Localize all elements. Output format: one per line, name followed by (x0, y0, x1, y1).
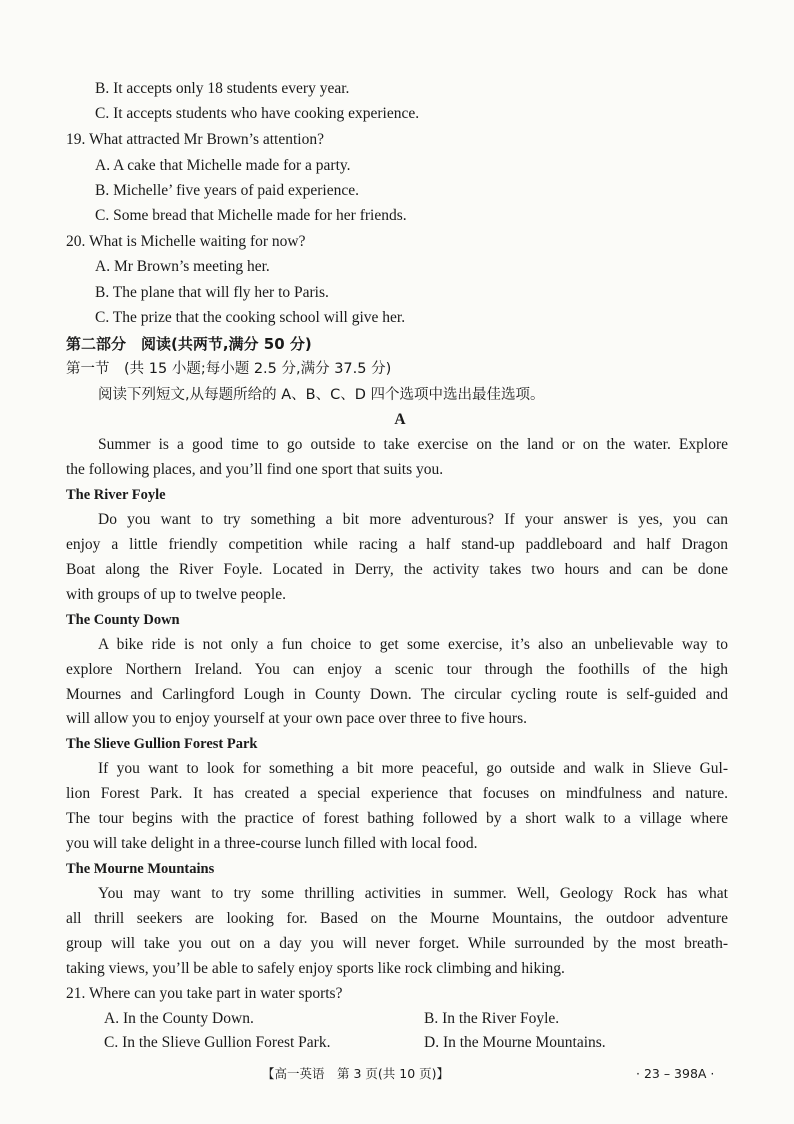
q19-option-a: A. A cake that Michelle made for a party. (95, 157, 351, 174)
q19-question: 19. What attracted Mr Brown’s attention? (66, 131, 324, 148)
q20-option-b: B. The plane that will fly her to Paris. (95, 284, 329, 301)
part2-heading: 第二部分 阅读(共两节,满分 50 分) (66, 335, 312, 353)
footer-exam-code: · 23 – 398A · (636, 1066, 715, 1081)
footer-page-info: 【高一英语 第 3 页(共 10 页)】 (262, 1066, 450, 1081)
section-title-mourne-mountains: The Mourne Mountains (66, 861, 215, 877)
q18-option-b: B. It accepts only 18 students every year. (95, 80, 350, 97)
mourne-line-3: group will take you out on a day you will never forget. While surrounded by the most breath- (66, 935, 728, 952)
slieve-line-2: lion Forest Park. It has created a special experience that focuses on mindfulness and nature. (66, 785, 728, 802)
q20-question: 20. What is Michelle waiting for now? (66, 233, 306, 250)
q21-option-c: C. In the Slieve Gullion Forest Park. (104, 1034, 331, 1051)
reading-instruction: 阅读下列短文,从每题所给的 A、B、C、D 四个选项中选出最佳选项。 (98, 387, 545, 403)
foyle-line-2: enjoy a little friendly competition while racing a half stand-up paddleboard and half Dragon (66, 536, 728, 553)
q20-option-c: C. The prize that the cooking school will give her. (95, 309, 406, 326)
q18-option-c: C. It accepts students who have cooking experience. (95, 105, 420, 122)
down-line-1: A bike ride is not only a fun choice to get some exercise, it’s also an unbelievable way to (98, 636, 728, 653)
section1-heading: 第一节 (共 15 小题;每小题 2.5 分,满分 37.5 分) (66, 361, 392, 377)
foyle-line-1: Do you want to try something a bit more adventurous? If your answer is yes, you can (98, 511, 728, 528)
q19-option-b: B. Michelle’ five years of paid experience. (95, 182, 359, 199)
q21-option-b: B. In the River Foyle. (424, 1010, 560, 1027)
section-title-river-foyle: The River Foyle (66, 487, 166, 503)
q19-option-c: C. Some bread that Michelle made for her friends. (95, 207, 407, 224)
q21-question: 21. Where can you take part in water sports? (66, 985, 343, 1002)
mourne-line-4: taking views, you’ll be able to safely enjoy sports like rock climbing and hiking. (66, 960, 565, 977)
down-line-2: explore Northern Ireland. You can enjoy a scenic tour through the foothills of the high (66, 661, 728, 678)
passage-label: A (394, 411, 406, 428)
foyle-line-3: Boat along the River Foyle. Located in Derry, the activity takes two hours and can be done (66, 561, 728, 578)
q21-option-a: A. In the County Down. (104, 1010, 254, 1027)
intro-line-1: Summer is a good time to go outside to take exercise on the land or on the water. Explore (98, 436, 728, 453)
q20-option-a: A. Mr Brown’s meeting her. (95, 258, 270, 275)
q21-option-d: D. In the Mourne Mountains. (424, 1034, 606, 1051)
down-line-3: Mournes and Carlingford Lough in County Down. The circular cycling route is self-guided and (66, 686, 728, 703)
mourne-line-2: all thrill seekers are looking for. Based on the Mourne Mountains, the outdoor adventure (66, 910, 728, 927)
down-line-4: will allow you to enjoy yourself at your own pace over three to five hours. (66, 710, 528, 727)
intro-line-2: the following places, and you’ll find one sport that suits you. (66, 461, 444, 478)
mourne-line-1: You may want to try some thrilling activities in summer. Well, Geology Rock has what (98, 885, 728, 902)
section-title-slieve-gullion: The Slieve Gullion Forest Park (66, 736, 258, 752)
section-title-county-down: The County Down (66, 612, 180, 628)
slieve-line-1: If you want to look for something a bit more peaceful, go outside and walk in Slieve Gul- (98, 760, 728, 777)
slieve-line-4: you will take delight in a three-course lunch filled with local food. (66, 835, 478, 852)
slieve-line-3: The tour begins with the practice of forest bathing followed by a short walk to a village where (66, 810, 728, 827)
foyle-line-4: with groups of up to twelve people. (66, 586, 286, 603)
